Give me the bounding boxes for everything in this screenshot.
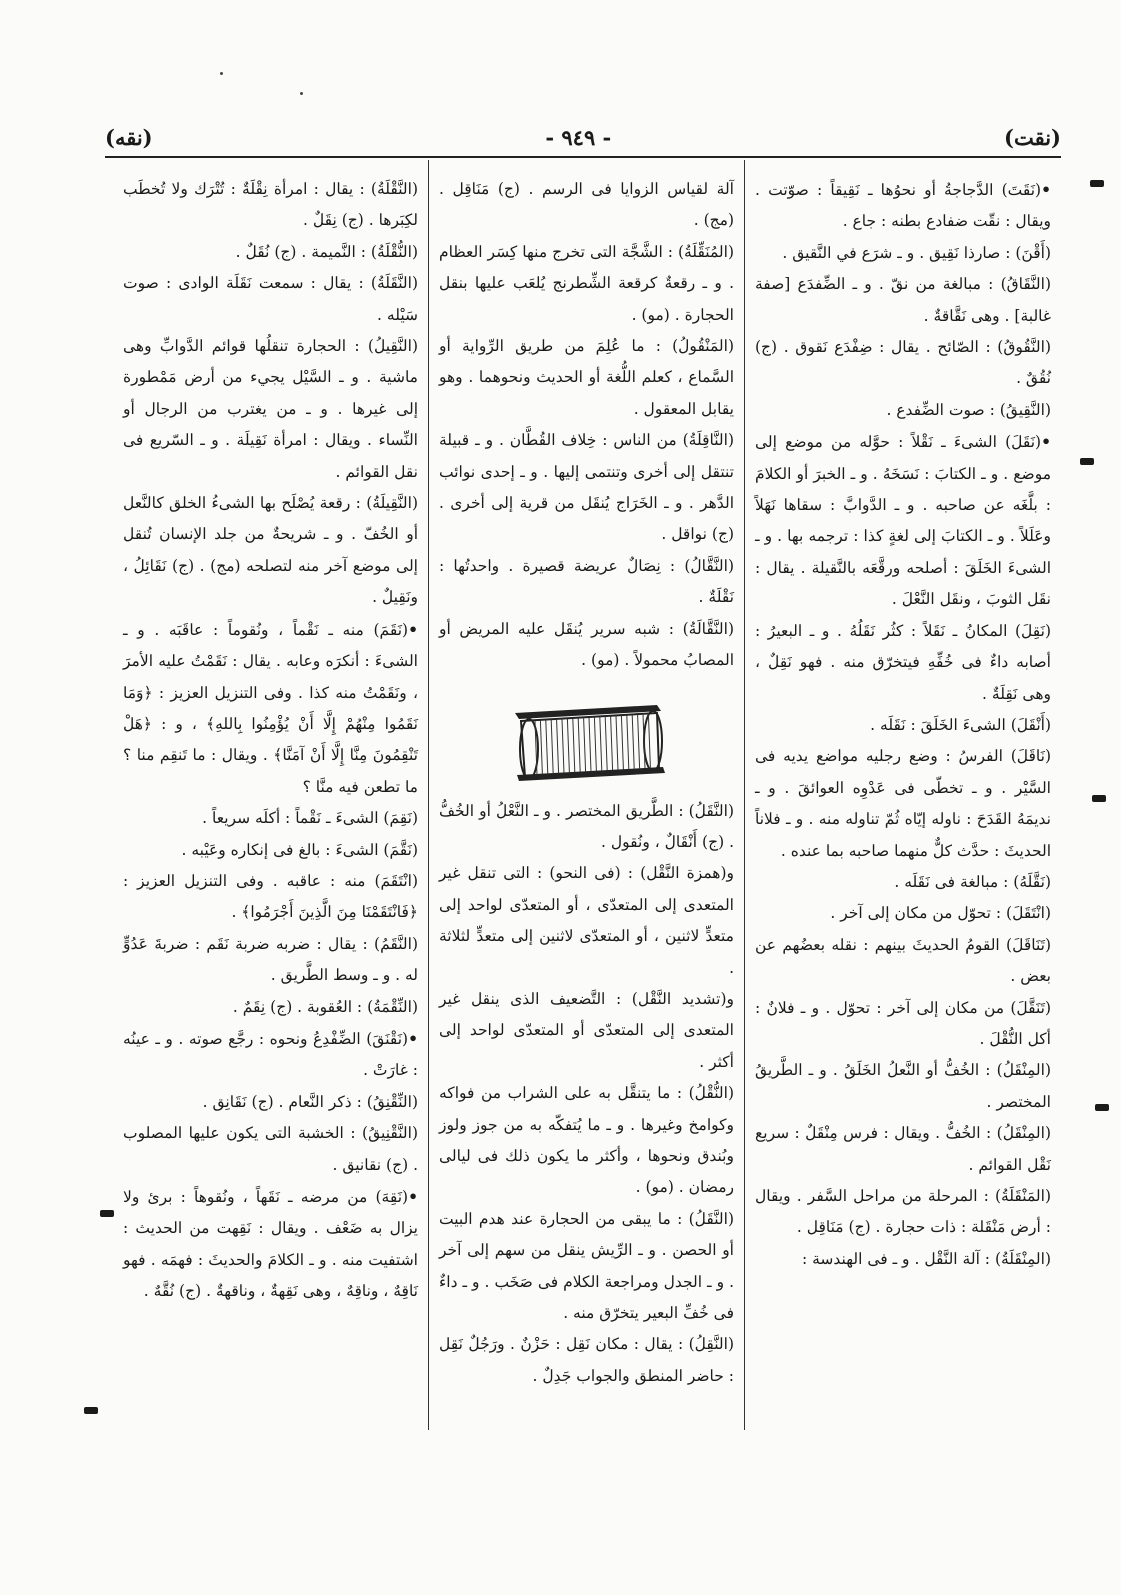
column-left (113, 160, 429, 1430)
scan-speck (300, 92, 303, 95)
dictionary-entry: (نَقِلَ) المكانُ ـ نَقَلاً : كثُر نَقَلُهُ . و ـ البعيرُ : أصابه داءٌ فى خُفِّهِ فيتخرّق منه . فهو نَقِلٌ ، وهى نَقِلَةٌ . (755, 621, 1051, 703)
dictionary-entry: (النَّقِيلُ) : الحجارة تنقلُها قوائم الدَّوابِّ وهى ماشية . و ـ السَّيْل يجيء من أرض مَمْطورة إلى غيرها . و ـ من يغترب من الرجال أو النِّساء . ويقال : امرأة نَقِيلَة . و ـ السّريع فى نقل القوائم . (123, 337, 418, 481)
header-root-right: (نقت) (1004, 124, 1061, 150)
dictionary-entry: (النُّقْلُ) : ما يتنقَّل به على الشراب من فواكه وكوامخ وغيرها . و ـ ما يُتفكّه به من جوز ولوز وبُندق ونحوها ، وأكثر ما يكون ذلك فى ليالى رمضان . (مو) . (439, 1084, 734, 1197)
margin-mark (1092, 795, 1106, 802)
dictionary-entry: (النَّقَلُ) : ما يبقى من الحجارة عند هدم البيت أو الحصن . و ـ الرِّيش ينقل من سهم إلى آخر . و ـ الجدل ومراجعة الكلام فى صَخَب . و ـ داءٌ فى خُفِّ البعير يتخرّق منه . (439, 1209, 734, 1322)
dictionary-columns (105, 160, 1061, 1430)
dictionary-entry: (أَقْنَ) : صارذا نَقِيق . و ـ شرَع في النَّقيق . (782, 243, 1051, 262)
column-middle (429, 160, 745, 1430)
dictionary-entry: (النَّقَّالُ) : نِصَالٌ عريضة قصيرة . واحدتُها : نَقْلَةٌ . (439, 556, 734, 607)
dictionary-entry: (النَّاقِلَةُ) من الناس : خِلاف القُطَّان . و ـ قبيلة تنتقل إلى أخرى وتنتمى إليها . و ـ إحدى نوائب الدَّهر . و ـ الخَرَاج يُنقَل من قرية إلى أخرى . (ج) نواقل . (439, 431, 734, 544)
dictionary-entry: (نَاقَلَ) الفرسُ : وضع رجليه مواضع يديه فى السَّيْر . و ـ تخطّى فى عَدْوِه العوائقَ . و ـ نديمَهُ القَدَحَ : ناوله إيّاه ثُمّ تناوله منه . و ـ فلاناً الحديثَ : حدَّث كلٌّ منهما صاحبه بما عنده . (755, 747, 1051, 860)
dictionary-entry: (النَّقَمُ) : يقال : ضربه ضربة نَقَم : ضربةَ عَدُوٍّ له . و ـ وسط الطَّريق . (123, 934, 418, 985)
dictionary-entry: (تَنَقَّلَ) من مكان إلى آخر : تحوّل . و ـ فلانٌ : أكل النُّقْلَ . (755, 998, 1051, 1048)
dictionary-entry: • (نَقِهَ) من مرضه ـ نَقَهاً ، ونُقوهاً : برئ ولا يزال به ضَعْف . ويقال : نَقِهت من الحديث : اشتفيت منه . و ـ الكلامَ والحديثَ : فهمَه . فهو نَاقِهٌ ، وناقِهٌ ، وهى نَقِهةٌ ، وناقهةٌ . (ج) نُقَّهٌ . (123, 1181, 418, 1308)
dictionary-entry: (النَّقَاقُ) : مبالغة من نقّ . و ـ الضِّفدَع [صفة غالبة] . وهى نَقَّاقةٌ . (755, 275, 1051, 325)
dictionary-entry: (النَّقْلَةُ) : يقال : امرأة نِقْلَةٌ : تُتْرَك ولا تُخطَب لكِبَرها . (ج) نِقَلٌ . (123, 180, 418, 230)
dictionary-entry: و(تشديد النَّقْل) : التَّضعيف الذى ينقل غير المتعدى إلى المتعدّى أو المتعدّى لواحد إلى أكثر . (439, 989, 734, 1071)
dictionary-entry: (نَقِمَ) الشىءَ ـ نَقْماً : أكلَه سريعاً . (202, 809, 418, 828)
header-rule (105, 156, 1061, 158)
dictionary-entry: آلة لقياس الزوايا فى الرسم . (ج) مَنَاقِل . (مج) . (439, 180, 734, 230)
header-root-left: (نقه) (105, 124, 153, 150)
dictionary-entry: (النَّقِلُ) : يقال : مكان نَقِل : حَزْنٌ . ورَجُلٌ نَقِل : حاضر المنطق والجواب جَدِلٌ . (439, 1335, 734, 1385)
dictionary-entry: (نَقَّمَ) الشىءَ : بالغ فى إنكاره وعَيْبه . (181, 840, 418, 859)
dictionary-entry: (المَنْقُولُ) : ما عُلِمَ من طريق الرِّواية أو السَّماع ، كعلم اللُّغة أو الحديث ونحوهما . وهو يقابل المعقول . (439, 337, 734, 418)
dictionary-entry: (النَّقِيلَةُ) : رقعة يُصْلَح بها الشىءُ الخلق كالنَّعل أو الخُفّ . و ـ شريحةٌ من جلد الإنسان تُنقل إلى موضع آخر منه لتصلحه (مج) . (ج) نَقَائِلُ ، ونَقِيلٌ . (123, 494, 418, 607)
dictionary-entry: (أَنْقَلَ) الشىءَ الخَلَقَ : نَقَلَه . (870, 715, 1051, 734)
dictionary-entry: (النَّقِيقُ) : صوت الضِّفدع . (886, 400, 1051, 419)
margin-mark (1095, 1104, 1109, 1111)
margin-mark (84, 1407, 98, 1414)
dictionary-entry: (المِنْقَلُ) : الخُفُّ . ويقال : فرس مِنْقَلٌ : سريع نَقْل القوائم . (755, 1124, 1051, 1174)
stretcher-illustration (507, 691, 667, 786)
dictionary-entry: (النَّقَلَةُ) : يقال : سمعت نَقَلَة الوادى : صوت سَيْله . (123, 274, 418, 324)
dictionary-entry: (انْتَقَلَ) : تحوّل من مكان إلى آخر . (830, 904, 1051, 923)
margin-mark (1090, 180, 1104, 187)
dictionary-entry: (النِّقْنِقُ) : ذكر النَّعام . (ج) نَقَانِق . (202, 1092, 418, 1111)
dictionary-entry: (النُّقْلَةُ) : النَّميمة . (ج) نُقَلٌ . (235, 242, 418, 261)
dictionary-entry: (النَّقُوقُ) : الصّائح . يقال : ضِفْدَع نَقوق . (ج) نُقُقٌ . (755, 338, 1051, 388)
column-right (745, 160, 1061, 1430)
dictionary-entry: • (نَقَمَ) منه ـ نَقْماً ، ونُقوماً : عاقَبَه . و ـ الشىءَ : أنكرَه وعابه . يقال : نَقَمْتُ عليه الأمرَ ، ونَقَمْتُ منه كذا . وفى التنزيل العزيز : ﴿وَمَا نَقَمُوا مِنْهُمْ إِلَّا أَنْ يُؤْمِنُوا بِاللهِ﴾ ، و : ﴿هَلْ تَنْقِمُونَ مِنَّا إِلَّا أَنْ آمَنَّا﴾ . ويقال : ما تَنقِم منا ؟ ما تطعن فيه منَّا ؟ (123, 614, 418, 803)
dictionary-entry: (المِنْقَلَةُ) : آلة النَّقْل . و ـ فى الهندسة : (801, 1249, 1051, 1268)
dictionary-entry: (المُنَقِّلَةُ) : الشَّجَّة التى تخرج منها كِسَر العظام . و ـ رقعةٌ كرقعة الشِّطرنج يُلعَب عليها بنقل الحجارة . (مو) . (439, 242, 734, 324)
dictionary-entry: (المِنْقَلُ) : الخُفُّ أو النَّعلُ الخَلَقُ . و ـ الطَّريقُ المختصر . (755, 1061, 1051, 1111)
dictionary-entry: (النَّقْنِيقُ) : الخشبة التى يكون عليها المصلوب . (ج) نقانيق . (123, 1124, 418, 1174)
dictionary-entry: • (نَقْنَقَ) الضِّفْدِعُ ونحوه : رجَّع صوته . و ـ عينُه : غارَتْ . (123, 1023, 418, 1087)
dictionary-entry: • (نَقَلَ) الشىءَ ـ نَقْلاً : حوَّله من موضع إلى موضع . و ـ الكتابَ : نَسَخَهُ . و ـ الخبرَ أو الكلامَ : بلَّغَه عن صاحبه . و ـ الدَّوابَّ : سقاها نَهَلاً وعَلَلاً . و ـ الكتابَ إلى لغةٍ كذا : ترجمه بها . و ـ الشىءَ الخَلَقَ : أصلحه ورقَّعَه بالنَّقيلة . يقال : نقَل الثوبَ ، ونقَل النَّعْلَ . (755, 426, 1051, 615)
dictionary-entry: و(همزة النَّقْل) : (فى النحو) : التى تنقل غير المتعدى إلى المتعدّى ، أو المتعدّى لواحد إلى متعدٍّ لاثنين ، أو المتعدّى لاثنين إلى متعدٍّ لثلاثة . (439, 864, 734, 977)
dictionary-entry: (النَّقَّالَةُ) : شبه سرير يُنقَل عليه المريض أو المصابُ محمولاً . (مو) . (439, 619, 734, 670)
dictionary-entry: (النَّقَلُ) : الطَّريق المختصر . و ـ النَّعْلُ أو الخُفُّ . (ج) أَنْقَالٌ ، ونُقول . (439, 801, 734, 851)
dictionary-entry: (المَنْقَلَةُ) : المرحلة من مراحل السَّفر . ويقال : أرض مَنْقَلة : ذات حجارة . (ج) مَنَاقِل . (755, 1187, 1051, 1237)
margin-mark (100, 1210, 114, 1217)
dictionary-entry: (انْتَقَمَ) منه : عاقبه . وفى التنزيل العزيز : ﴿فَانْتَقَمْنَا مِنَ الَّذِينَ أَجْرَمُوا﴾ . (123, 871, 418, 922)
dictionary-entry: (النِّقْمَةُ) : العُقوبة . (ج) نِقَمٌ . (232, 997, 418, 1016)
margin-mark (1080, 458, 1094, 465)
dictionary-entry: (تَنَاقَلَ) القومُ الحديثَ بينهم : نقله بعضُهم عن بعض . (755, 935, 1051, 986)
scan-speck (220, 72, 223, 75)
dictionary-entry: • (نَقَتَ) الدَّجاجةُ أو نحوُها ـ نَقِيقاً : صوّتت . ويقال : نقّت ضفادع بطنه : جاع . (755, 174, 1051, 238)
dictionary-entry: (نَقَّلَهُ) : مبالغة فى نَقَلَه . (894, 872, 1051, 891)
page-header (105, 118, 1061, 156)
page-number: - ٩٤٩ - (545, 124, 612, 150)
